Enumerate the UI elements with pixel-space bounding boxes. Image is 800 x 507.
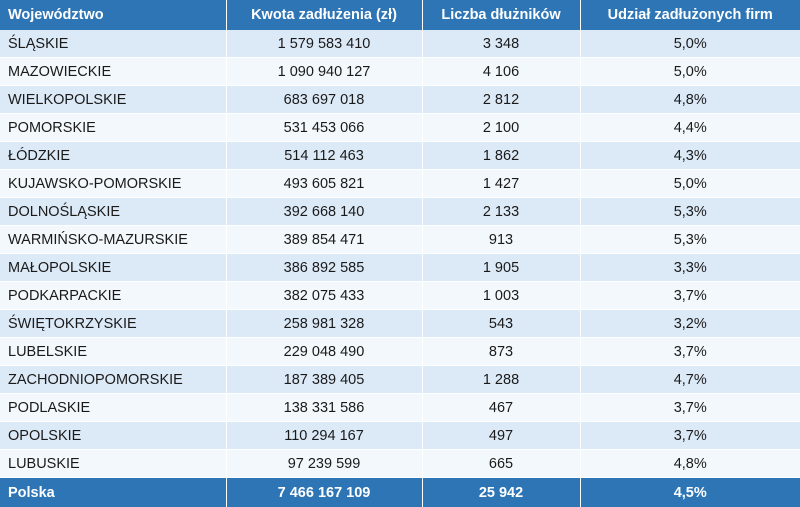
cell-indebted-share: 4,8% [580, 450, 800, 478]
cell-indebted-share: 5,3% [580, 198, 800, 226]
table-row [0, 254, 800, 282]
table-row [0, 30, 800, 58]
cell-indebted-share: 4,7% [580, 366, 800, 394]
cell-voivodeship: OPOLSKIE [0, 422, 226, 450]
table-row [0, 310, 800, 338]
cell-debtor-count: 1 427 [422, 170, 580, 198]
cell-voivodeship: DOLNOŚLĄSKIE [0, 198, 226, 226]
cell-debtor-count: 2 100 [422, 114, 580, 142]
cell-debtor-count: 913 [422, 226, 580, 254]
cell-indebted-share: 3,2% [580, 310, 800, 338]
table-total-row [0, 478, 800, 507]
cell-debtor-count: 3 348 [422, 30, 580, 58]
table-row [0, 170, 800, 198]
table-row [0, 450, 800, 478]
table-row [0, 198, 800, 226]
table-row [0, 142, 800, 170]
cell-indebted-share: 5,3% [580, 226, 800, 254]
cell-debt-amount: 138 331 586 [226, 394, 422, 422]
cell-indebted-share: 3,7% [580, 394, 800, 422]
cell-debtor-count: 1 862 [422, 142, 580, 170]
cell-debt-amount: 683 697 018 [226, 86, 422, 114]
cell-indebted-share: 4,8% [580, 86, 800, 114]
column-header-voivodeship: Województwo [0, 0, 226, 30]
cell-debtor-count: 2 812 [422, 86, 580, 114]
cell-indebted-share: 5,0% [580, 170, 800, 198]
cell-debt-amount: 382 075 433 [226, 282, 422, 310]
cell-voivodeship: LUBELSKIE [0, 338, 226, 366]
table-body [0, 30, 800, 478]
cell-indebted-share: 5,0% [580, 30, 800, 58]
cell-voivodeship: WARMIŃSKO-MAZURSKIE [0, 226, 226, 254]
cell-voivodeship: WIELKOPOLSKIE [0, 86, 226, 114]
cell-debt-amount: 493 605 821 [226, 170, 422, 198]
cell-voivodeship: LUBUSKIE [0, 450, 226, 478]
table-row [0, 226, 800, 254]
table-row [0, 282, 800, 310]
cell-voivodeship: MAZOWIECKIE [0, 58, 226, 86]
cell-debtor-count: 2 133 [422, 198, 580, 226]
cell-voivodeship: PODLASKIE [0, 394, 226, 422]
table-row [0, 366, 800, 394]
cell-indebted-share: 3,7% [580, 422, 800, 450]
cell-debt-amount: 97 239 599 [226, 450, 422, 478]
table-row [0, 114, 800, 142]
cell-debt-amount: 514 112 463 [226, 142, 422, 170]
cell-debt-amount: 110 294 167 [226, 422, 422, 450]
total-debt-amount: 7 466 167 109 [226, 478, 422, 507]
table-row [0, 338, 800, 366]
cell-voivodeship: ŚWIĘTOKRZYSKIE [0, 310, 226, 338]
cell-voivodeship: ŚLĄSKIE [0, 30, 226, 58]
cell-voivodeship: ZACHODNIOPOMORSKIE [0, 366, 226, 394]
cell-debtor-count: 665 [422, 450, 580, 478]
cell-debtor-count: 497 [422, 422, 580, 450]
column-header-debt-amount: Kwota zadłużenia (zł) [226, 0, 422, 30]
cell-debt-amount: 229 048 490 [226, 338, 422, 366]
total-debtor-count: 25 942 [422, 478, 580, 507]
table-row [0, 86, 800, 114]
cell-voivodeship: PODKARPACKIE [0, 282, 226, 310]
column-header-indebted-share: Udział zadłużonych firm [580, 0, 800, 30]
cell-debtor-count: 873 [422, 338, 580, 366]
table-header [0, 0, 800, 30]
cell-debt-amount: 187 389 405 [226, 366, 422, 394]
cell-debtor-count: 1 288 [422, 366, 580, 394]
cell-voivodeship: POMORSKIE [0, 114, 226, 142]
cell-debt-amount: 392 668 140 [226, 198, 422, 226]
cell-debtor-count: 1 003 [422, 282, 580, 310]
table-row [0, 422, 800, 450]
cell-indebted-share: 3,3% [580, 254, 800, 282]
cell-indebted-share: 5,0% [580, 58, 800, 86]
cell-debt-amount: 1 090 940 127 [226, 58, 422, 86]
cell-indebted-share: 4,4% [580, 114, 800, 142]
cell-debt-amount: 389 854 471 [226, 226, 422, 254]
table-row [0, 394, 800, 422]
cell-debtor-count: 543 [422, 310, 580, 338]
cell-debtor-count: 467 [422, 394, 580, 422]
cell-indebted-share: 3,7% [580, 282, 800, 310]
cell-debt-amount: 1 579 583 410 [226, 30, 422, 58]
table-header-row [0, 0, 800, 30]
cell-debtor-count: 1 905 [422, 254, 580, 282]
cell-indebted-share: 3,7% [580, 338, 800, 366]
cell-debt-amount: 531 453 066 [226, 114, 422, 142]
cell-indebted-share: 4,3% [580, 142, 800, 170]
cell-debtor-count: 4 106 [422, 58, 580, 86]
total-indebted-share: 4,5% [580, 478, 800, 507]
total-label: Polska [0, 478, 226, 507]
cell-debt-amount: 258 981 328 [226, 310, 422, 338]
table-footer [0, 478, 800, 507]
cell-voivodeship: MAŁOPOLSKIE [0, 254, 226, 282]
table-row [0, 58, 800, 86]
cell-debt-amount: 386 892 585 [226, 254, 422, 282]
cell-voivodeship: ŁÓDZKIE [0, 142, 226, 170]
cell-voivodeship: KUJAWSKO-POMORSKIE [0, 170, 226, 198]
column-header-debtor-count: Liczba dłużników [422, 0, 580, 30]
